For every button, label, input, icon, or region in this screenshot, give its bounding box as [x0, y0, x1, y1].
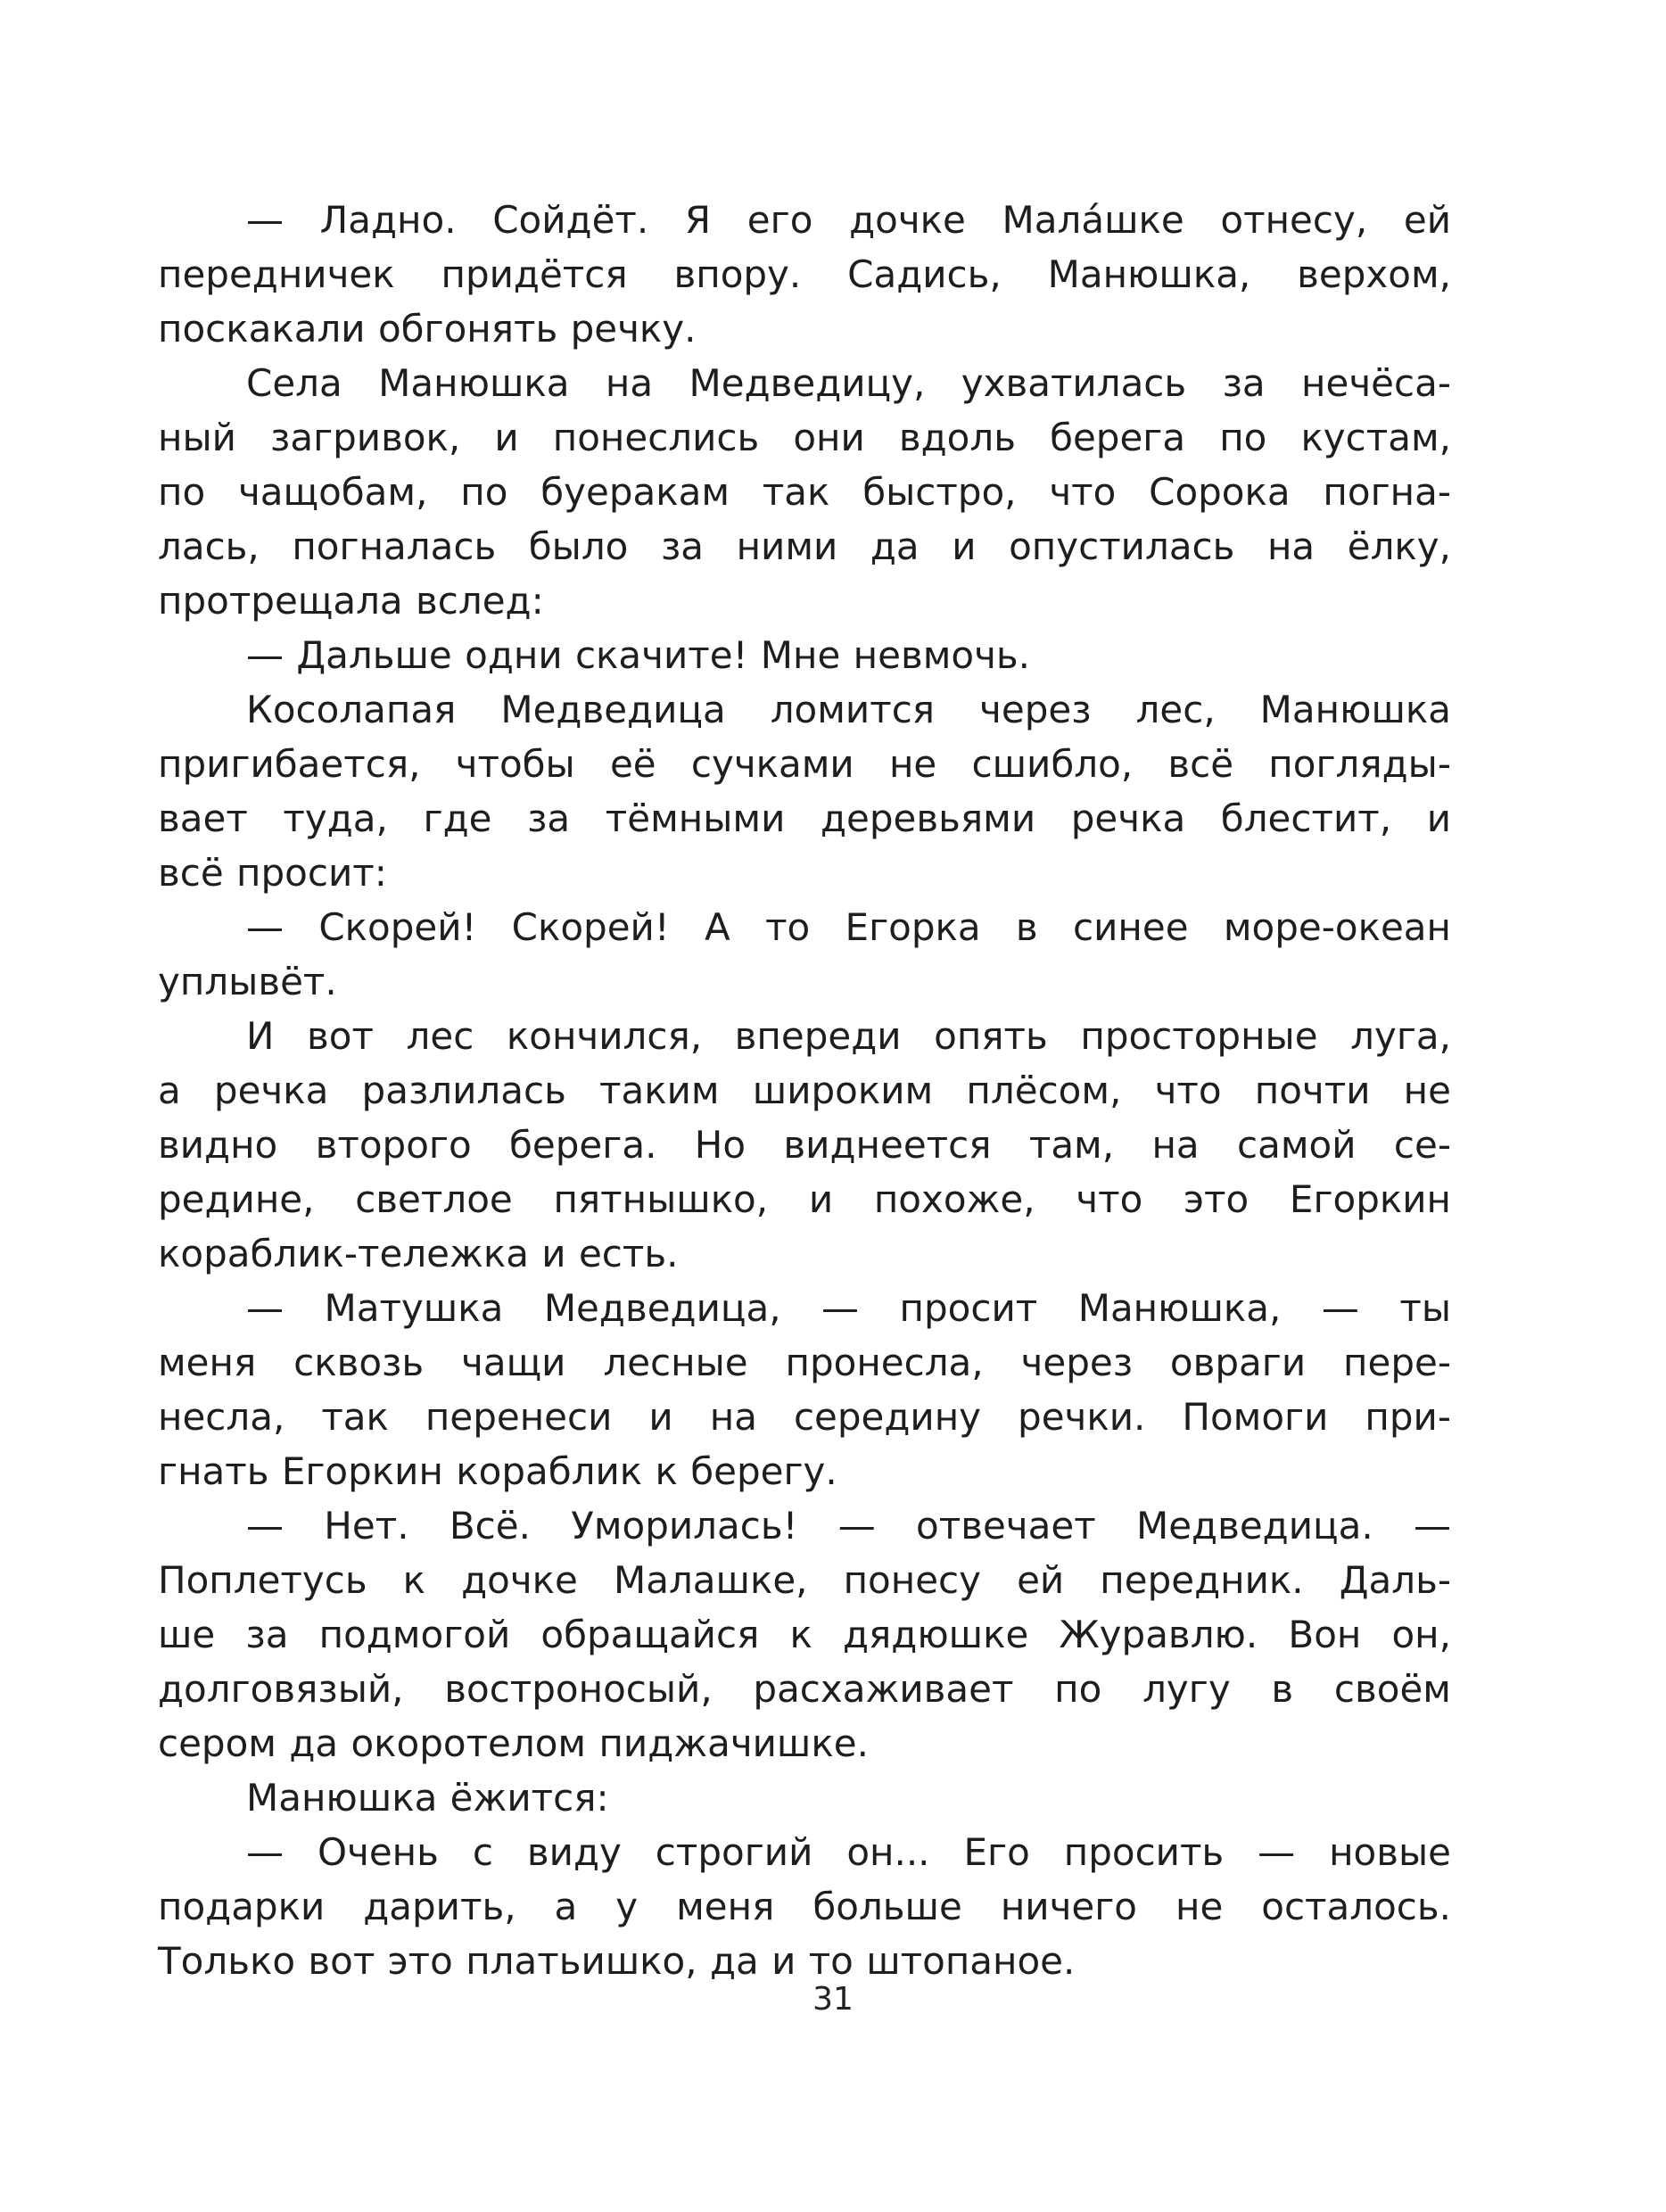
text-line: сером да окоротелом пиджачишке.	[158, 1721, 869, 1765]
text-line: Только вот это платьишко, да и то штопаное.	[158, 1939, 1076, 1983]
text-line: редине, светлое пятнышко, и похоже, что это Егоркин	[158, 1177, 1451, 1221]
text-line: — Матушка Медведица, — просит Манюшка, — ты	[246, 1286, 1451, 1330]
text-line: — Ладно. Сойдёт. Я его дочке Мала́шке отнесу, ей	[246, 198, 1451, 242]
text-line: — Скорей! Скорей! А то Егорка в синее море-океан	[246, 905, 1451, 949]
text-line: поскакали обгонять речку.	[158, 307, 697, 351]
text-line: вает туда, где за тёмными деревьями речка блестит, и	[158, 796, 1451, 840]
text-line: лась, погналась было за ними да и опустилась на ёлку,	[158, 524, 1451, 568]
text-line: протрещала вслед:	[158, 579, 544, 623]
text-line: кораблик-тележка и есть.	[158, 1232, 679, 1275]
text-line: ный загривок, и понеслись они вдоль берега по кустам,	[158, 416, 1451, 459]
text-line: по чащобам, по буеракам так быстро, что Сорока погна-	[158, 470, 1451, 514]
text-line: а речка разлилась таким широким плёсом, что почти не	[158, 1069, 1451, 1112]
body-text	[158, 193, 1451, 1988]
text-line: меня сквозь чащи лесные пронесла, через овраги пере-	[158, 1341, 1451, 1384]
text-line: несла, так перенеси и на середину речки. Помоги при-	[158, 1395, 1451, 1439]
text-line: — Очень с виду строгий он... Его просить — новые	[246, 1830, 1451, 1874]
text-line: гнать Егоркин кораблик к берегу.	[158, 1449, 837, 1493]
text-line: уплывёт.	[158, 960, 337, 1003]
text-line: пригибается, чтобы её сучками не сшибло, всё погляды-	[158, 742, 1451, 786]
text-line: — Нет. Всё. Уморилась! — отвечает Медведица. —	[246, 1504, 1451, 1548]
text-line: Поплетусь к дочке Малашке, понесу ей передник. Даль-	[158, 1558, 1451, 1602]
text-line: И вот лес кончился, впереди опять просторные луга,	[246, 1014, 1451, 1058]
text-line: ше за подмогой обращайся к дядюшке Журавлю. Вон он,	[158, 1613, 1451, 1656]
text-line: Косолапая Медведица ломится через лес, Манюшка	[246, 688, 1451, 731]
text-line: долговязый, востроносый, расхаживает по лугу в своём	[158, 1667, 1451, 1711]
text-line: передничек придётся впору. Садись, Манюшка, верхом,	[158, 252, 1451, 296]
text-line: Манюшка ёжится:	[246, 1776, 609, 1820]
text-line: Села Манюшка на Медведицу, ухватилась за нечёса-	[246, 361, 1451, 405]
text-line: — Дальше одни скачите! Мне невмочь.	[246, 633, 1031, 677]
page-number: 31	[812, 1981, 854, 2018]
text-line: подарки дарить, а у меня больше ничего не осталось.	[158, 1885, 1451, 1928]
text-line: всё просит:	[158, 851, 387, 895]
text-line: видно второго берега. Но виднеется там, на самой се-	[158, 1123, 1451, 1167]
